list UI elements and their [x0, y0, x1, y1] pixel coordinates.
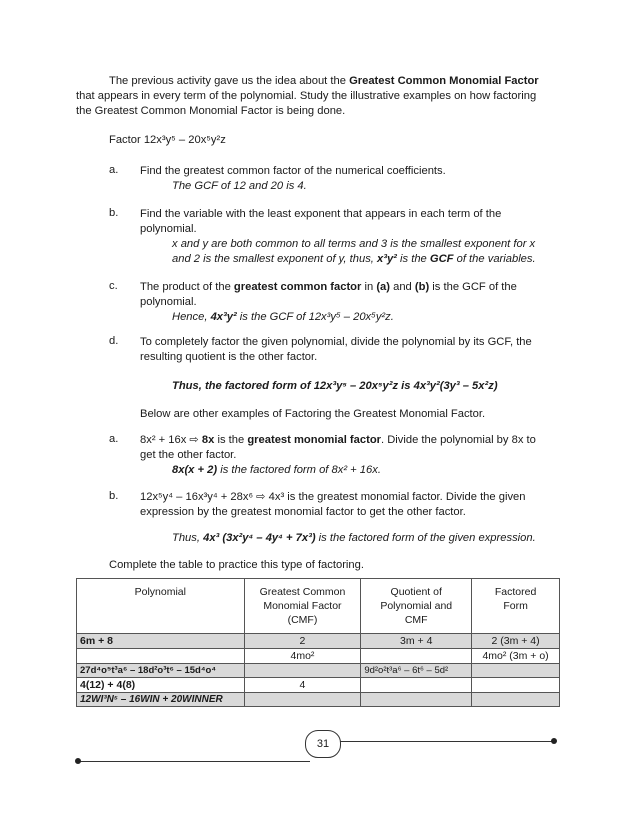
step-b-text-1: Find the variable with the least exponent that appears in each term of the	[140, 208, 502, 220]
examples-intro: Below are other examples of Factoring the Greatest Monomial Factor.	[140, 408, 486, 420]
table-row	[77, 664, 560, 678]
example-a-line-2: get the other factor.	[140, 449, 237, 461]
intro-line-2: that appears in every term of the polynomial. Study the illustrative examples on how factoring	[76, 90, 537, 102]
table-row	[77, 693, 560, 707]
table-instruction: Complete the table to practice this type of factoring.	[109, 559, 364, 571]
header-cmf-line: (CMF)	[287, 614, 318, 626]
footer-rule-right	[340, 741, 554, 742]
table-row	[77, 649, 560, 664]
header-cmf-line: Monomial Factor	[263, 600, 342, 612]
cell-polynomial: 27d⁴o⁵t³a⁶ – 18d²o³t⁶ – 15d⁴o⁴	[77, 664, 245, 678]
example-b-result-text: Thus,	[172, 532, 204, 544]
step-c-text-2: polynomial.	[140, 296, 197, 308]
header-quotient-line: Polynomial and	[380, 600, 453, 612]
factoring-table	[76, 578, 560, 707]
footer-dot-left	[75, 758, 81, 764]
cell-factored: 4mo² (3m + o)	[472, 649, 560, 664]
step-c-text-and: and	[390, 281, 415, 293]
cell-quotient: 3m + 4	[361, 634, 472, 649]
header-cmf-line: Greatest Common	[259, 586, 346, 598]
table-header-row	[77, 579, 560, 634]
cell-quotient: 9d²o²t³a⁶ – 6t⁶ – 5d²	[361, 664, 472, 678]
step-c-ref-a: (a)	[376, 281, 390, 293]
step-d-letter: d.	[109, 335, 119, 347]
header-polynomial-label: Polynomial	[134, 586, 186, 598]
cell-cmf[interactable]	[244, 693, 361, 707]
cell-polynomial: 6m + 8	[77, 634, 245, 649]
step-b-result-text-3: of the variables.	[453, 253, 536, 265]
example-a-result	[172, 463, 381, 478]
cell-polynomial: 4(12) + 4(8)	[77, 678, 245, 693]
example-a-expression: 8x² + 16x ⇨	[140, 434, 202, 446]
intro-line-3: the Greatest Common Monomial Factor is being done.	[76, 105, 346, 117]
step-d-text-1: To completely factor the given polynomial, divide the polynomial by its GCF, the	[140, 336, 532, 348]
step-c-ref-b: (b)	[414, 281, 430, 293]
cell-quotient[interactable]	[361, 678, 472, 693]
step-c-text-in: in	[361, 281, 377, 293]
table-row	[77, 634, 560, 649]
example-a-factor: 8x	[201, 434, 215, 446]
step-b-result-text-2: is the	[396, 253, 430, 265]
step-a-result: The GCF of 12 and 20 is 4.	[172, 180, 307, 192]
example-a-factored: 8x(x + 2)	[172, 464, 218, 476]
step-c-bold-term: greatest common factor	[233, 281, 362, 293]
intro-bold-term: Greatest Common Monomial Factor	[349, 75, 539, 87]
intro-line-1	[109, 74, 561, 89]
cell-polynomial: 12WI³N⁵ – 16WIN + 20WINNER	[77, 693, 245, 707]
example-a-result-text: is the factored form of 8x² + 16x.	[217, 464, 381, 476]
step-b-result-1: x and y are both common to all terms and 3 is the smallest exponent for x	[172, 238, 536, 250]
header-factored	[472, 579, 560, 634]
step-c-text-1	[140, 280, 561, 295]
header-quotient-line: CMF	[404, 614, 428, 626]
example-b-line-2: expression by the greatest monomial factor to get the other factor.	[140, 506, 466, 518]
cell-factored: 2 (3m + 4)	[472, 634, 560, 649]
header-cmf	[244, 579, 361, 634]
cell-cmf: 4mo²	[244, 649, 361, 664]
cell-polynomial[interactable]	[77, 649, 245, 664]
header-polynomial	[77, 579, 245, 634]
cell-quotient[interactable]	[361, 649, 472, 664]
step-b-result-2	[172, 252, 561, 267]
factor-heading: Factor 12x³y⁵ – 20x⁵y²z	[109, 134, 226, 146]
factored-form-conclusion: Thus, the factored form of 12x³y⁵ – 20x⁵y²z is 4x³y²(3y³ – 5x²z)	[172, 380, 498, 392]
step-b-text-2: polynomial.	[140, 223, 197, 235]
step-c-text: The product of the	[140, 281, 234, 293]
step-b-gcf-label: GCF	[429, 253, 454, 265]
step-c-gcf: 4x³y²	[210, 311, 237, 323]
intro-text: The previous activity gave us the idea about the	[109, 75, 350, 87]
header-quotient-line: Quotient of	[390, 586, 442, 598]
example-b-line-1: 12x⁵y⁴ – 16x³y⁴ + 28x⁶ ⇨ 4x³ is the greatest monomial factor. Divide the given	[140, 491, 526, 503]
step-c-result	[172, 310, 394, 325]
example-b-letter: b.	[109, 490, 119, 502]
example-b-result-text-2: is the factored form of the given expression.	[315, 532, 536, 544]
cell-factored[interactable]	[472, 693, 560, 707]
step-c-text-end: is the GCF of the	[429, 281, 517, 293]
footer-rule-left	[78, 761, 310, 762]
example-a-bold-term: greatest monomial factor	[247, 434, 382, 446]
example-b-factored: 4x³ (3x²y⁴ – 4y⁴ + 7x³)	[203, 532, 316, 544]
cell-cmf: 4	[244, 678, 361, 693]
header-factored-line: Factored	[494, 586, 537, 598]
example-a-text-2: . Divide the polynomial by 8x to	[381, 434, 536, 446]
step-b-gcf-variables: x³y²	[377, 253, 397, 265]
header-factored-line: Form	[503, 600, 528, 612]
step-a-text: Find the greatest common factor of the numerical coefficients.	[140, 165, 446, 177]
step-b-result-text: and 2 is the smallest exponent of y, thus,	[172, 253, 378, 265]
step-c-result-text-2: is the GCF of 12x³y⁵ – 20x⁵y²z.	[236, 311, 394, 323]
table-row	[77, 678, 560, 693]
page-number: 31	[305, 730, 341, 758]
example-b-result	[172, 531, 536, 546]
step-d-text-2: resulting quotient is the other factor.	[140, 351, 318, 363]
step-b-letter: b.	[109, 207, 119, 219]
step-c-result-text: Hence,	[172, 311, 211, 323]
cell-factored[interactable]	[472, 664, 560, 678]
example-a-line-1	[140, 433, 561, 448]
step-c-letter: c.	[109, 280, 118, 292]
footer-dot-right	[551, 738, 557, 744]
cell-quotient[interactable]	[361, 693, 472, 707]
step-a-letter: a.	[109, 164, 119, 176]
cell-cmf[interactable]	[244, 664, 361, 678]
cell-cmf: 2	[244, 634, 361, 649]
example-a-text: is the	[214, 434, 248, 446]
header-quotient	[361, 579, 472, 634]
example-a-letter: a.	[109, 433, 119, 445]
cell-factored[interactable]	[472, 678, 560, 693]
